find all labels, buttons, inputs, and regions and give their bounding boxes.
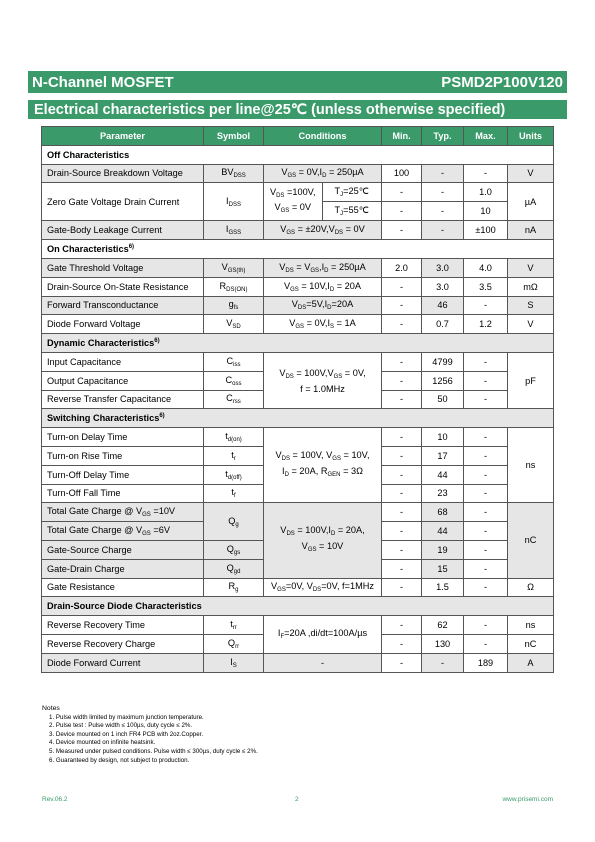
param-cell: Forward Transconductance <box>42 296 204 315</box>
unit-cell: mΩ <box>508 277 554 296</box>
table-row <box>42 503 554 522</box>
min-cell: - <box>382 428 422 447</box>
symbol-cell: $C_{rss}$ <box>204 390 264 409</box>
param-cell: Total Gate Charge @ $V_{GS} =10V$ <box>42 503 204 522</box>
conditions-cell: $V_{DS}=5V,I_D=20A$ <box>264 296 382 315</box>
max-cell: - <box>464 559 508 578</box>
symbol-cell: $t_r$ <box>204 446 264 465</box>
conditions-cell: $V_{GS} = 0V,I_S = 1A$ <box>264 315 382 334</box>
typ-cell: 0.7 <box>422 315 464 334</box>
table-row <box>42 616 554 635</box>
max-cell: - <box>464 428 508 447</box>
typ-cell: 10 <box>422 428 464 447</box>
section-title: Electrical characteristics per line@25℃ (unless otherwise specified) <box>28 100 567 119</box>
min-cell: - <box>382 559 422 578</box>
col-symbol: Symbol <box>204 127 264 146</box>
section-on: On Characteristics$^{6)}$ <box>42 240 554 259</box>
note-item: 5. Measured under pulsed conditions. Pulse width ≤ 300µs, duty cycle ≤ 2%. <box>49 747 258 755</box>
max-cell: 189 <box>464 653 508 672</box>
table-row <box>42 183 554 202</box>
conditions-cell: $V_{DS} = 100V,I_D = 20A$, $V_{GS} = 10V$ <box>264 503 382 578</box>
website-link[interactable]: www.prisemi.com <box>502 796 553 803</box>
min-cell: - <box>382 616 422 635</box>
min-cell: 2.0 <box>382 258 422 277</box>
symbol-cell: $Q_g$ <box>204 503 264 541</box>
part-number: PSMD2P100V120 <box>441 73 563 91</box>
typ-cell: 23 <box>422 484 464 503</box>
symbol-cell: $I_{GSS}$ <box>204 221 264 240</box>
min-cell: - <box>382 484 422 503</box>
symbol-cell: $C_{iss}$ <box>204 352 264 371</box>
note-item: 1. Pulse width limited by maximum junction temperature. <box>49 713 204 721</box>
max-cell: - <box>464 503 508 522</box>
conditions-cell: $V_{GS}=0V$, $V_{DS}=0V$, f=1MHz <box>264 578 382 597</box>
param-cell: Drain-Source Breakdown Voltage <box>42 164 204 183</box>
col-max: Max. <box>464 127 508 146</box>
unit-cell: ns <box>508 616 554 635</box>
col-units: Units <box>508 127 554 146</box>
document-header <box>28 71 567 93</box>
max-cell: - <box>464 578 508 597</box>
param-cell: Turn-Off Fall Time <box>42 484 204 503</box>
max-cell: 1.2 <box>464 315 508 334</box>
unit-cell: V <box>508 258 554 277</box>
section-row <box>42 334 554 353</box>
typ-cell: 44 <box>422 522 464 541</box>
min-cell: - <box>382 277 422 296</box>
max-cell: - <box>464 634 508 653</box>
param-cell: Zero Gate Voltage Drain Current <box>42 183 204 221</box>
unit-cell: S <box>508 296 554 315</box>
max-cell: - <box>464 352 508 371</box>
min-cell: - <box>382 202 422 221</box>
typ-cell: - <box>422 183 464 202</box>
max-cell: - <box>464 296 508 315</box>
max-cell: 10 <box>464 202 508 221</box>
symbol-cell: $g_{fs}$ <box>204 296 264 315</box>
param-cell: Turn-Off Delay Time <box>42 465 204 484</box>
section-row <box>42 240 554 259</box>
min-cell: - <box>382 221 422 240</box>
min-cell: 100 <box>382 164 422 183</box>
typ-cell: 46 <box>422 296 464 315</box>
col-min: Min. <box>382 127 422 146</box>
param-cell: Gate-Body Leakage Current <box>42 221 204 240</box>
param-cell: Diode Forward Voltage <box>42 315 204 334</box>
unit-cell: V <box>508 315 554 334</box>
typ-cell: 130 <box>422 634 464 653</box>
typ-cell: 3.0 <box>422 258 464 277</box>
symbol-cell: $Q_{rr}$ <box>204 634 264 653</box>
unit-cell: Ω <box>508 578 554 597</box>
symbol-cell: $t_{rr}$ <box>204 616 264 635</box>
section-diode: Drain-Source Diode Characteristics <box>42 597 554 616</box>
table-row <box>42 296 554 315</box>
conditions-cell: $V_{DS} = 100V,V_{GS} = 0V$, f = 1.0MHz <box>264 352 382 408</box>
min-cell: - <box>382 296 422 315</box>
param-cell: Input Capacitance <box>42 352 204 371</box>
table-row <box>42 277 554 296</box>
min-cell: - <box>382 446 422 465</box>
section-row <box>42 597 554 616</box>
col-conditions: Conditions <box>264 127 382 146</box>
unit-cell: V <box>508 164 554 183</box>
typ-cell: 68 <box>422 503 464 522</box>
typ-cell: 62 <box>422 616 464 635</box>
max-cell: 1.0 <box>464 183 508 202</box>
unit-cell: A <box>508 653 554 672</box>
conditions-cell: $V_{GS} = \pm 20V,V_{DS} = 0V$ <box>264 221 382 240</box>
param-cell: Total Gate Charge @ $V_{GS} =6V$ <box>42 522 204 541</box>
typ-cell: 15 <box>422 559 464 578</box>
section-row <box>42 145 554 164</box>
section-switching: Switching Characteristics$^{6)}$ <box>42 409 554 428</box>
min-cell: - <box>382 390 422 409</box>
typ-cell: 4799 <box>422 352 464 371</box>
max-cell: - <box>464 371 508 390</box>
min-cell: - <box>382 653 422 672</box>
note-item: 4. Device mounted on infinite heatsink. <box>49 739 156 747</box>
param-cell: Reverse Recovery Charge <box>42 634 204 653</box>
param-cell: Gate-Drain Charge <box>42 559 204 578</box>
electrical-characteristics-table <box>41 126 554 673</box>
revision-label: Rev.06.2 <box>42 796 68 803</box>
max-cell: ±100 <box>464 221 508 240</box>
table-row <box>42 221 554 240</box>
table-row <box>42 352 554 371</box>
symbol-cell: $Q_{gs}$ <box>204 540 264 559</box>
conditions-cell: $V_{GS} = 10V,I_D = 20A$ <box>264 277 382 296</box>
note-item: 6. Guaranteed by design, not subject to production. <box>49 756 190 764</box>
symbol-cell: $I_S$ <box>204 653 264 672</box>
unit-cell: µA <box>508 183 554 221</box>
param-cell: Diode Forward Current <box>42 653 204 672</box>
unit-cell: nC <box>508 634 554 653</box>
col-typ: Typ. <box>422 127 464 146</box>
symbol-cell: $Q_{gd}$ <box>204 559 264 578</box>
min-cell: - <box>382 315 422 334</box>
conditions-cell: $V_{DS} = V_{GS},I_D = 250\mu A$ <box>264 258 382 277</box>
unit-cell: nA <box>508 221 554 240</box>
max-cell: - <box>464 540 508 559</box>
min-cell: - <box>382 183 422 202</box>
table-row <box>42 164 554 183</box>
param-cell: Reverse Transfer Capacitance <box>42 390 204 409</box>
note-item: 2. Pulse test : Pulse width ≤ 100µs, duty cycle ≤ 2%. <box>49 722 193 730</box>
notes <box>42 705 258 765</box>
param-cell: Drain-Source On-State Resistance <box>42 277 204 296</box>
symbol-cell: $V_{SD}$ <box>204 315 264 334</box>
max-cell: 4.0 <box>464 258 508 277</box>
symbol-cell: $t_{d(on)}$ <box>204 428 264 447</box>
param-cell: Reverse Recovery Time <box>42 616 204 635</box>
param-cell: Turn-on Rise Time <box>42 446 204 465</box>
max-cell: - <box>464 616 508 635</box>
max-cell: - <box>464 465 508 484</box>
table-row <box>42 578 554 597</box>
table-header-row <box>42 127 554 146</box>
col-parameter: Parameter <box>42 127 204 146</box>
header-title: N-Channel MOSFET <box>32 73 174 91</box>
symbol-cell: $I_{DSS}$ <box>204 183 264 221</box>
symbol-cell: $R_{DS(ON)}$ <box>204 277 264 296</box>
min-cell: - <box>382 503 422 522</box>
min-cell: - <box>382 465 422 484</box>
conditions-cell: $I_F=20A$ ,di/dt=100A/µs <box>264 616 382 654</box>
section-off: Off Characteristics <box>42 145 554 164</box>
conditions-cell: $V_{DS} =100V$, $V_{GS} = 0V$ $T_J=25℃$ $T_J=55℃$ <box>264 183 382 221</box>
typ-cell: 44 <box>422 465 464 484</box>
typ-cell: 19 <box>422 540 464 559</box>
typ-cell: 1256 <box>422 371 464 390</box>
typ-cell: 50 <box>422 390 464 409</box>
unit-cell: nC <box>508 503 554 578</box>
section-row <box>42 409 554 428</box>
max-cell: 3.5 <box>464 277 508 296</box>
typ-cell: - <box>422 221 464 240</box>
table-row <box>42 315 554 334</box>
unit-cell: pF <box>508 352 554 408</box>
section-dynamic: Dynamic Characteristics$^{6)}$ <box>42 334 554 353</box>
typ-cell: 1.5 <box>422 578 464 597</box>
symbol-cell: $t_f$ <box>204 484 264 503</box>
max-cell: - <box>464 390 508 409</box>
conditions-cell: - <box>264 653 382 672</box>
param-cell: Turn-on Delay Time <box>42 428 204 447</box>
max-cell: - <box>464 522 508 541</box>
symbol-cell: $BV_{DSS}$ <box>204 164 264 183</box>
conditions-cell: $V_{GS} = 0V,I_D = 250\mu A$ <box>264 164 382 183</box>
min-cell: - <box>382 540 422 559</box>
typ-cell: - <box>422 653 464 672</box>
min-cell: - <box>382 578 422 597</box>
min-cell: - <box>382 634 422 653</box>
min-cell: - <box>382 352 422 371</box>
min-cell: - <box>382 371 422 390</box>
symbol-cell: $V_{GS(th)}$ <box>204 258 264 277</box>
typ-cell: 3.0 <box>422 277 464 296</box>
table-row <box>42 428 554 447</box>
param-cell: Gate Resistance <box>42 578 204 597</box>
max-cell: - <box>464 446 508 465</box>
max-cell: - <box>464 164 508 183</box>
param-cell: Output Capacitance <box>42 371 204 390</box>
table-row <box>42 653 554 672</box>
table-row <box>42 258 554 277</box>
notes-title: Notes <box>42 705 60 712</box>
symbol-cell: $C_{oss}$ <box>204 371 264 390</box>
min-cell: - <box>382 522 422 541</box>
max-cell: - <box>464 484 508 503</box>
typ-cell: - <box>422 202 464 221</box>
note-item: 3. Device mounted on 1 inch FR4 PCB with 2oz.Copper. <box>49 730 204 738</box>
typ-cell: - <box>422 164 464 183</box>
typ-cell: 17 <box>422 446 464 465</box>
param-cell: Gate-Source Charge <box>42 540 204 559</box>
symbol-cell: $t_{d(off)}$ <box>204 465 264 484</box>
symbol-cell: $R_g$ <box>204 578 264 597</box>
conditions-cell: $V_{DS} = 100V$, $V_{GS} = 10V$, $I_D = 20A$, $R_{GEN} = 3\Omega$ <box>264 428 382 503</box>
param-cell: Gate Threshold Voltage <box>42 258 204 277</box>
unit-cell: ns <box>508 428 554 503</box>
page-number: 2 <box>295 796 299 803</box>
